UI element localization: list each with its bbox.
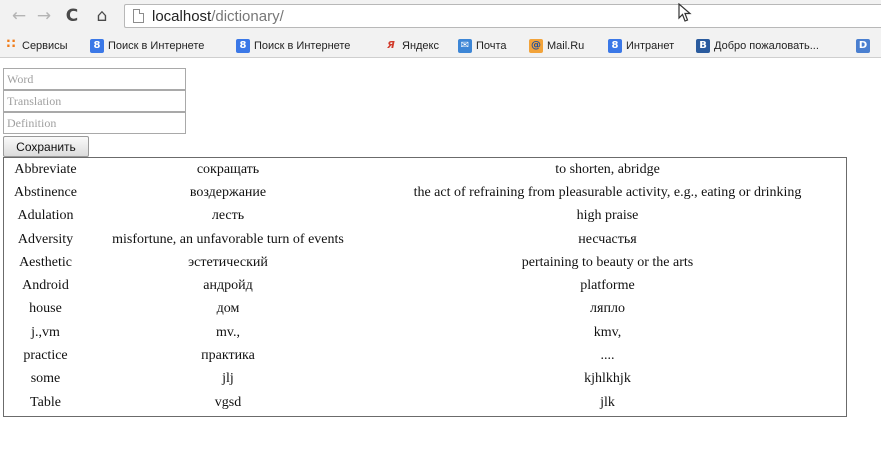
bookmark-welcome[interactable]	[696, 37, 819, 54]
home-icon[interactable]: ⌂	[96, 6, 108, 26]
bookmark-apps[interactable]	[4, 37, 68, 54]
word-cell: Android	[22, 278, 69, 294]
table-row	[4, 251, 846, 274]
bookmark-intranet[interactable]	[608, 37, 674, 54]
bookmark-label: Поиск в Интернете	[254, 39, 351, 52]
word-cell: practice	[23, 348, 68, 364]
bookmark-label: Добро пожаловать...	[714, 39, 819, 52]
table-row	[4, 181, 846, 204]
word-input[interactable]	[3, 68, 186, 90]
definition-cell: jlk	[600, 394, 615, 410]
forward-arrow-icon[interactable]: →	[36, 6, 52, 26]
translation-cell: практика	[201, 348, 255, 364]
definition-cell: the act of refraining from pleasurable activity, e.g., eating or drinking	[413, 184, 802, 200]
bookmark-overflow[interactable]	[856, 37, 874, 54]
definition-cell: ляпло	[590, 301, 625, 317]
bookmark-yandex[interactable]	[384, 37, 439, 54]
google-icon: 8	[90, 39, 104, 53]
definition-cell: high praise	[576, 208, 639, 224]
url-text	[152, 8, 284, 25]
table-row	[4, 158, 846, 181]
docs-icon: D	[856, 39, 870, 53]
word-cell: j.,vm	[31, 324, 60, 340]
reload-icon[interactable]: C	[65, 6, 79, 26]
definition-cell: pertaining to beauty or the arts	[521, 254, 694, 270]
translation-cell: дом	[216, 301, 240, 317]
definition-cell: platforme	[580, 278, 635, 294]
b-icon: B	[696, 39, 710, 53]
bookmark-label: Яндекс	[402, 39, 439, 52]
definition-cell: to shorten, abridge	[555, 161, 660, 177]
definition-cell: kjhlkhjk	[584, 371, 631, 387]
table-row	[4, 205, 846, 228]
definition-cell: kmv,	[593, 324, 622, 340]
translation-cell: misfortune, an unfavorable turn of events	[112, 231, 344, 247]
definition-input[interactable]	[3, 112, 186, 134]
word-cell: some	[30, 371, 61, 387]
back-arrow-icon[interactable]: ←	[11, 6, 27, 26]
translation-cell: андройд	[203, 278, 253, 294]
translation-input[interactable]	[3, 90, 186, 112]
bookmark-label: Сервисы	[22, 39, 68, 52]
page-content	[0, 59, 881, 461]
translation-cell: лесть	[211, 208, 245, 224]
bookmark-search-1[interactable]	[90, 37, 204, 54]
table-row	[4, 368, 846, 391]
bookmark-mailru[interactable]	[529, 37, 584, 54]
dictionary-table	[3, 157, 847, 417]
word-cell: Table	[30, 394, 61, 410]
translation-cell: jlj	[222, 371, 234, 387]
table-row	[4, 391, 846, 414]
url-path: /dictionary/	[211, 8, 284, 25]
bookmark-label: Mail.Ru	[547, 39, 585, 52]
bookmark-label: Почта	[476, 39, 507, 52]
save-button[interactable]: Сохранить	[3, 136, 89, 157]
table-row	[4, 298, 846, 321]
word-cell: Adulation	[17, 208, 74, 224]
bookmark-mail[interactable]	[458, 37, 507, 54]
word-cell: Adversity	[17, 231, 74, 247]
page-icon	[133, 9, 144, 23]
bookmark-label: Интранет	[626, 39, 675, 52]
url-host: localhost	[152, 8, 212, 25]
bookmark-label: Поиск в Интернете	[108, 39, 205, 52]
address-bar[interactable]	[124, 4, 881, 28]
word-cell: Aesthetic	[19, 254, 72, 270]
table-row	[4, 344, 846, 367]
translation-cell: эстетический	[188, 254, 268, 270]
apps-icon: ∷	[6, 36, 16, 52]
translation-cell: mv.,	[216, 324, 240, 340]
bookmarks-bar	[0, 33, 881, 58]
google-icon: 8	[608, 39, 622, 53]
translation-cell: воздержание	[189, 184, 267, 200]
yandex-icon: Я	[387, 39, 395, 51]
translation-cell: vgsd	[214, 394, 242, 410]
definition-cell: ....	[600, 348, 615, 364]
bookmark-search-2[interactable]	[236, 37, 350, 54]
table-row	[4, 321, 846, 344]
definition-cell: несчастья	[578, 231, 637, 247]
table-row	[4, 228, 846, 251]
table-row	[4, 274, 846, 297]
browser-toolbar	[0, 0, 881, 33]
word-cell: Abbreviate	[14, 161, 77, 177]
mouse-cursor-icon	[678, 3, 692, 23]
translation-cell: сокращать	[196, 161, 260, 177]
mailru-icon: @	[531, 39, 541, 51]
word-cell: house	[29, 301, 62, 317]
mail-icon: ✉	[458, 39, 472, 53]
google-icon: 8	[236, 39, 250, 53]
word-cell: Abstinence	[14, 184, 77, 200]
